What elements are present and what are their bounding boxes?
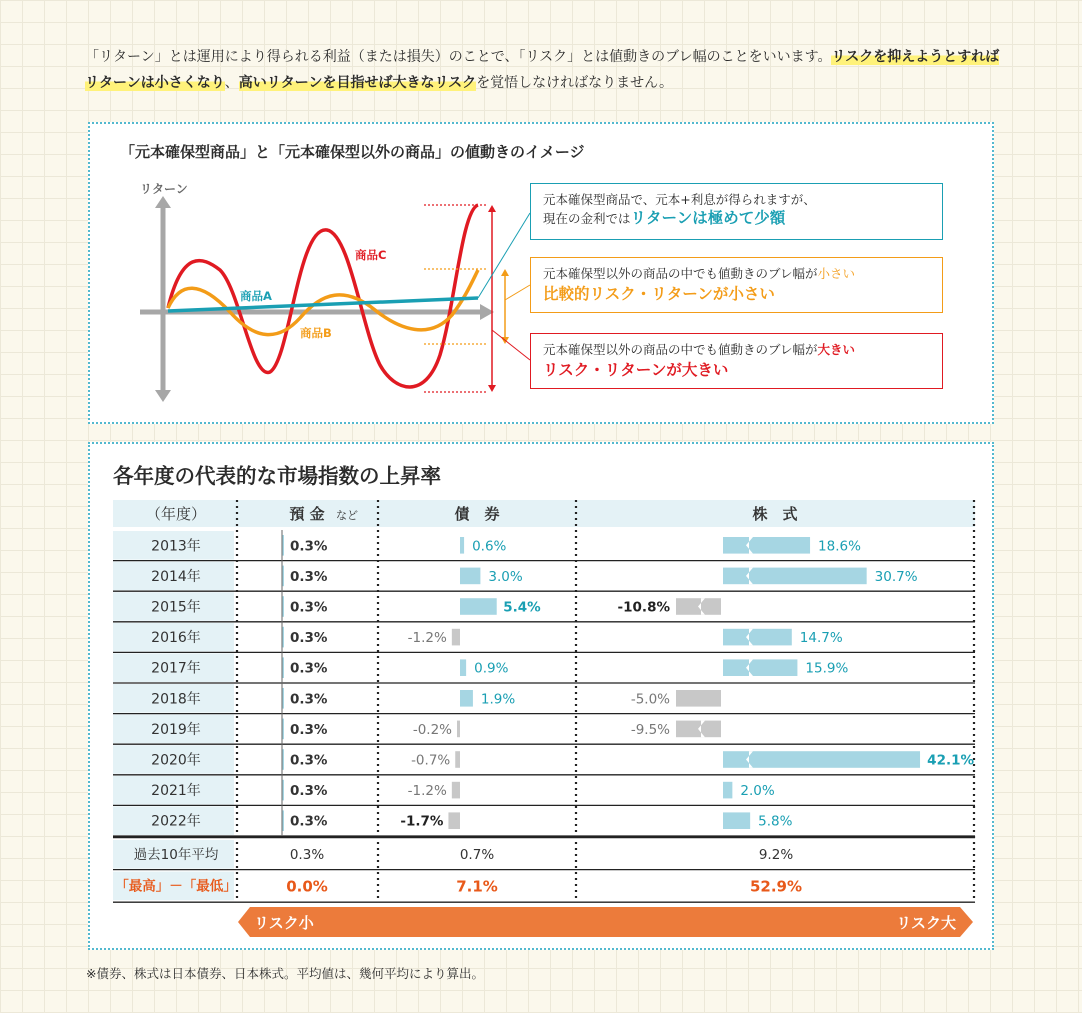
deposit-value: 0.3% <box>290 691 328 708</box>
stock-bar <box>723 751 920 768</box>
intro-part-5: を覚悟しなければなりません。 <box>476 75 674 91</box>
bond-bar <box>457 721 460 738</box>
avg-value: 0.3% <box>289 847 325 863</box>
deposit-value: 0.3% <box>290 752 328 769</box>
bond-bar <box>448 812 460 829</box>
callout-3-line2: リスク・リターンが大きい <box>543 361 729 379</box>
label-c: 商品C <box>355 248 387 262</box>
stock-value: 15.9% <box>805 660 849 677</box>
year-label: 2022年 <box>151 813 201 830</box>
stock-bar <box>723 659 797 676</box>
stock-value: 14.7% <box>799 630 843 647</box>
stock-value: 5.8% <box>758 813 793 830</box>
bond-bar <box>460 598 497 615</box>
stock-value: 2.0% <box>740 783 775 800</box>
avg-value: 0.7% <box>459 847 495 863</box>
bond-value: -1.2% <box>407 783 447 800</box>
deposit-value: 0.3% <box>290 813 328 830</box>
callout-3-line1-emphasis: 大きい <box>817 342 856 357</box>
risk-arrow <box>238 907 973 937</box>
stock-bar <box>723 537 810 554</box>
deposit-value: 0.3% <box>290 599 328 616</box>
range-value: 7.1% <box>456 877 498 896</box>
movement-image-title: 「元本確保型商品」と「元本確保型以外の商品」の値動きのイメージ <box>120 143 585 161</box>
callout-1-emphasis: リターンは極めて少額 <box>630 209 786 227</box>
bond-value: -0.7% <box>411 752 451 769</box>
year-label: 2020年 <box>151 752 201 769</box>
bond-bar <box>460 537 464 554</box>
range-value: 52.9% <box>749 877 803 896</box>
stock-bar <box>723 812 750 829</box>
deposit-value: 0.3% <box>290 721 328 738</box>
year-label: 2018年 <box>151 691 201 708</box>
bond-bar <box>455 751 460 768</box>
bond-value: 5.4% <box>503 599 541 616</box>
deposit-value: 0.3% <box>290 783 328 800</box>
bond-value: -0.2% <box>412 721 452 738</box>
callout-1-line1: 元本確保型商品で、元本+利息が得られますが、 <box>543 192 816 207</box>
table-header-bg <box>113 500 975 527</box>
stock-value: 30.7% <box>874 568 918 585</box>
deposit-value: 0.3% <box>290 568 328 585</box>
bond-bar <box>460 659 466 676</box>
bond-value: -1.7% <box>400 813 444 830</box>
bond-bar <box>460 568 480 585</box>
intro-highlight-1: リスクを抑えようとすればリターンは小さくなり <box>85 49 1000 91</box>
stock-bar <box>723 782 732 799</box>
year-label: 2019年 <box>151 721 201 738</box>
intro-part-3: 、 <box>224 75 239 91</box>
year-label: 2015年 <box>151 599 201 616</box>
stock-value: -5.0% <box>630 691 670 708</box>
bond-bar <box>460 690 473 707</box>
intro-part-1: 「リターン」とは運用により得られる利益（または損失）のことで、「リスク」とは値動きのブレ幅のことをいいます。 <box>85 49 832 65</box>
year-label: 2013年 <box>151 538 201 555</box>
stock-value: -10.8% <box>617 599 670 616</box>
deposit-value: 0.3% <box>290 538 328 555</box>
stock-bar <box>676 690 721 707</box>
bond-value: 1.9% <box>480 691 516 708</box>
deposit-value: 0.3% <box>290 660 328 677</box>
stock-value: 42.1% <box>927 752 975 769</box>
risk-arrow-left-label: リスク小 <box>254 914 314 932</box>
y-axis-label: リターン <box>140 182 188 196</box>
footnote: ※債券、株式は日本債券、日本株式。平均値は、幾何平均により算出。 <box>86 966 484 981</box>
avg-label: 過去10年平均 <box>133 847 219 863</box>
avg-value: 9.2% <box>758 847 794 863</box>
deposit-value: 0.3% <box>290 630 328 647</box>
intro-highlight-2: 高いリターンを目指せば大きなリスク <box>238 75 477 91</box>
callout-2-line2: 比較的リスク・リターンが小さい <box>543 285 775 303</box>
bond-bar <box>452 782 460 799</box>
header-deposit-suffix: など <box>336 509 358 522</box>
year-label: 2021年 <box>151 783 201 800</box>
header-bond: 債 券 <box>454 505 500 523</box>
bond-value: 0.6% <box>472 538 507 555</box>
range-value: 0.0% <box>286 877 328 896</box>
callout-1-line2: 現在の金利では <box>543 211 631 226</box>
year-label: 2016年 <box>151 630 201 647</box>
label-b: 商品B <box>300 326 332 340</box>
returns-table-title: 各年度の代表的な市場指数の上昇率 <box>113 464 441 488</box>
header-year: （年度） <box>145 505 207 523</box>
stock-value: -9.5% <box>630 721 670 738</box>
bond-value: 3.0% <box>488 568 523 585</box>
year-label: 2017年 <box>151 660 201 677</box>
bond-bar <box>452 629 460 646</box>
bond-value: -1.2% <box>407 630 447 647</box>
header-deposit: 預 金 <box>289 505 325 523</box>
bond-value: 0.9% <box>474 660 509 677</box>
callout-3-line1: 元本確保型以外の商品の中でも値動きのブレ幅が <box>543 342 818 357</box>
callout-2-line1: 元本確保型以外の商品の中でも値動きのブレ幅が <box>543 266 818 281</box>
range-label: 「最高」－「最低」 <box>115 878 237 895</box>
header-stock: 株 式 <box>752 505 798 523</box>
stock-bar <box>723 568 867 585</box>
stock-bar <box>723 629 792 646</box>
year-label: 2014年 <box>151 568 201 585</box>
callout-2-line1-emphasis: 小さい <box>817 266 856 281</box>
stock-value: 18.6% <box>818 538 861 555</box>
label-a: 商品A <box>240 289 272 303</box>
risk-arrow-right-label: リスク大 <box>896 914 956 932</box>
